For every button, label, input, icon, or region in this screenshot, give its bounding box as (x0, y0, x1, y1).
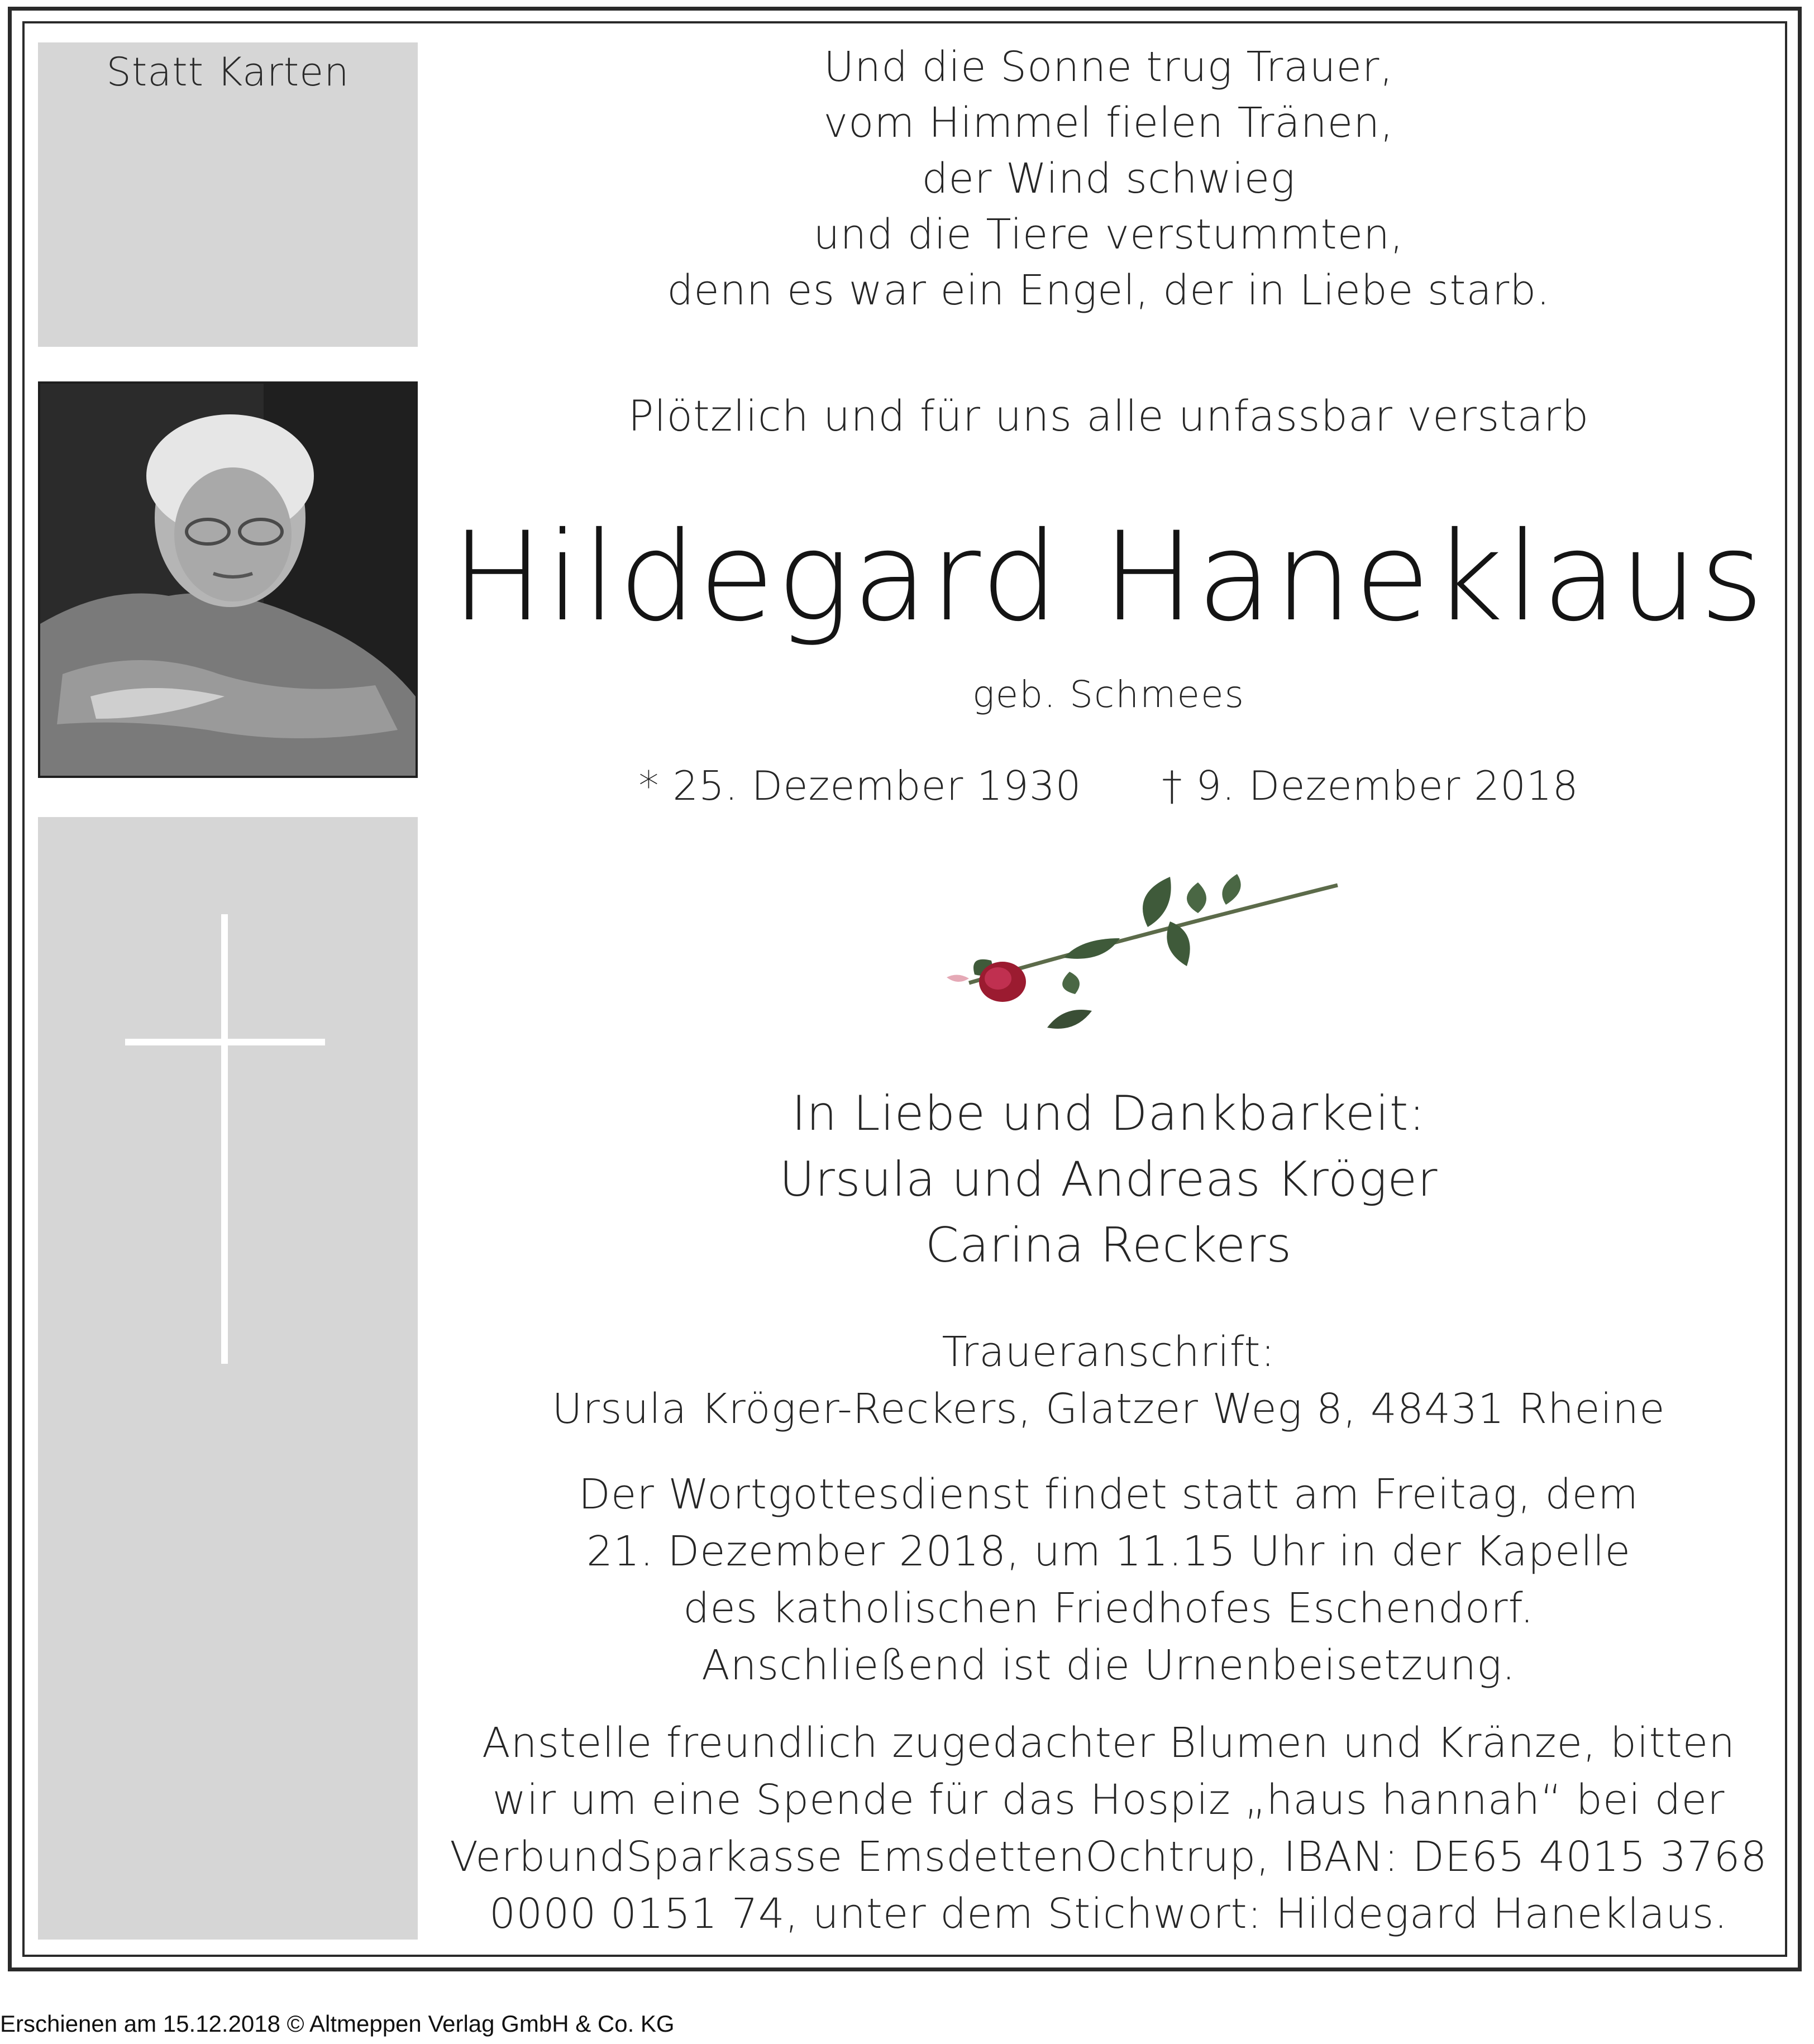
donation-line: wir um eine Spende für das Hospiz „haus hannah“ bei der (492, 1776, 1725, 1824)
death-date: † 9. Dezember 2018 (1162, 762, 1579, 809)
mourning-address (447, 1324, 1770, 1438)
birth-date: * 25. Dezember 1930 (638, 762, 1082, 809)
mourners-line: Carina Reckers (925, 1217, 1292, 1273)
birth-name: geb. Schmees (972, 673, 1245, 716)
cross-icon-vertical (221, 914, 228, 1364)
donation-line: 0000 0151 74, unter dem Stichwort: Hildegard Haneklaus. (489, 1890, 1728, 1938)
publication-footer: Erschienen am 15.12.2018 © Altmeppen Verlag GmbH & Co. KG (0, 2010, 675, 2037)
life-dates (447, 762, 1770, 809)
poem (447, 39, 1770, 318)
poem-line: Und die Sonne trug Trauer, (824, 43, 1393, 91)
mourners-line: In Liebe und Dankbarkeit: (791, 1086, 1426, 1142)
poem-line: vom Himmel fielen Tränen, (823, 99, 1394, 147)
service-line: Anschließend ist die Urnenbeisetzung. (701, 1641, 1516, 1689)
donation-line: Anstelle freundlich zugedachter Blumen und Kränze, bitten (481, 1719, 1736, 1767)
intro-text: Plötzlich und für uns alle unfassbar verstarb (628, 391, 1589, 441)
rose-icon (935, 860, 1349, 1044)
mourners (447, 1081, 1770, 1278)
portrait-photo (38, 381, 418, 778)
donation-info (447, 1715, 1770, 1942)
poem-line: und die Tiere verstummten, (813, 211, 1404, 259)
service-info (447, 1466, 1770, 1694)
service-line: des katholischen Friedhofes Eschendorf. (683, 1584, 1534, 1632)
address-line: Ursula Kröger-Reckers, Glatzer Weg 8, 48431 Rheine (552, 1385, 1665, 1433)
donation-line: VerbundSparkasse EmsdettenOchtrup, IBAN: DE65 4015 3768 (450, 1833, 1768, 1881)
mourners-line: Ursula und Andreas Kröger (779, 1152, 1438, 1207)
poem-line: denn es war ein Engel, der in Liebe starb. (667, 266, 1550, 314)
deceased-name: Hildegard Haneklaus (451, 505, 1767, 648)
service-line: Der Wortgottesdienst findet statt am Freitag, dem (578, 1470, 1639, 1518)
statt-karten-label: Statt Karten (106, 49, 350, 95)
bottom-gray-panel (38, 817, 418, 1940)
cross-icon-horizontal (125, 1039, 325, 1045)
address-line: Traueranschrift: (942, 1328, 1276, 1376)
poem-line: der Wind schwieg (922, 155, 1296, 203)
service-line: 21. Dezember 2018, um 11.15 Uhr in der Kapelle (586, 1527, 1631, 1575)
